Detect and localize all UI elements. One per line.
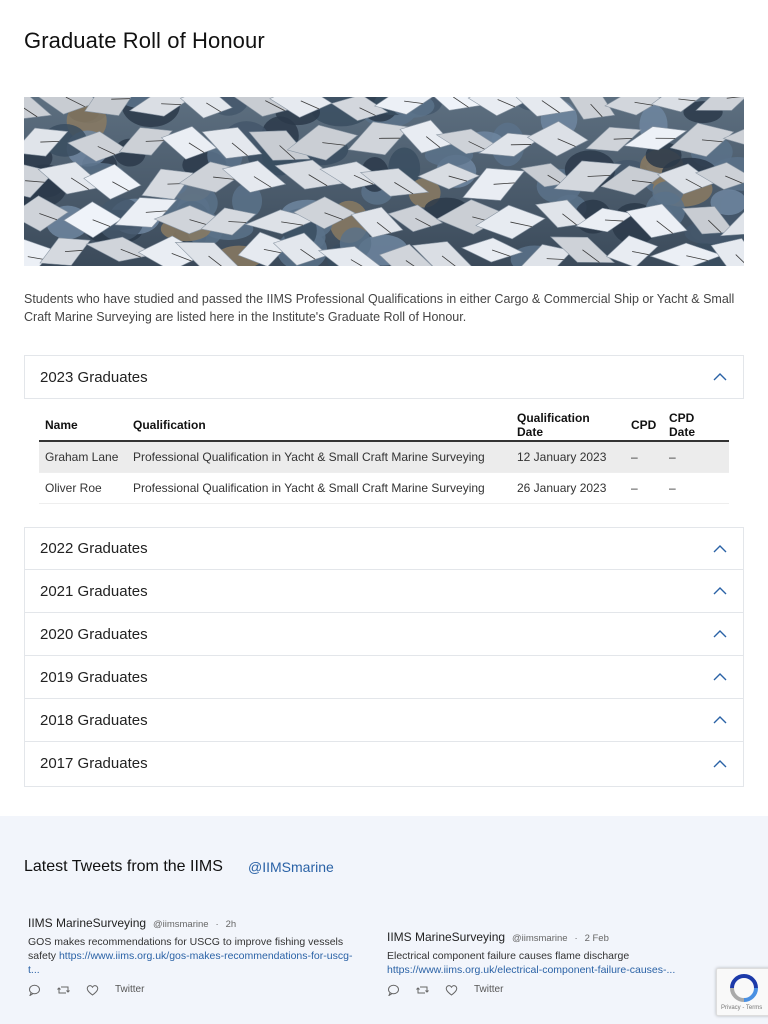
tweet-handle: @iimsmarine [152, 919, 209, 930]
table-row [39, 441, 729, 472]
accordion-header-2023[interactable] [25, 356, 743, 398]
accordion-header-2019[interactable] [25, 656, 743, 699]
column-header-cpd: CPD [625, 410, 663, 441]
retweet-icon[interactable] [57, 984, 70, 996]
tweet-source[interactable]: Twitter [474, 984, 504, 995]
tweet-body: Electrical component failure causes flame discharge [387, 950, 630, 962]
tweet-card [28, 916, 358, 997]
chevron-up-icon [713, 544, 727, 554]
accordion-title: 2017 Graduates [40, 755, 148, 772]
cell-qualification-date: 12 January 2023 [511, 441, 625, 472]
chevron-up-icon [713, 372, 727, 382]
accordion-header-2017[interactable] [25, 742, 743, 785]
recaptcha-links[interactable]: Privacy - Terms [721, 1005, 763, 1011]
chevron-up-icon [713, 672, 727, 682]
tweet-time[interactable]: 2 Feb [584, 933, 609, 944]
accordion-group-older-years [24, 527, 744, 787]
cell-qualification: Professional Qualification in Yacht & Small Craft Marine Surveying [127, 472, 511, 503]
tweet-dot: · [574, 933, 578, 944]
tweet-dot: · [215, 919, 219, 930]
tweet-text [387, 949, 687, 977]
tweet-actions [28, 983, 358, 997]
cell-cpd-date: – [663, 472, 729, 503]
retweet-icon[interactable] [416, 984, 429, 996]
hero-image-graduation-caps [24, 97, 744, 266]
tweet-handle: @iimsmarine [511, 933, 568, 944]
tweet-text [28, 935, 358, 977]
accordion-title: 2020 Graduates [40, 625, 148, 643]
graduates-table-2023 [39, 410, 729, 504]
cell-cpd: – [625, 472, 663, 503]
table-row [39, 472, 729, 503]
accordion-title: 2022 Graduates [40, 540, 148, 557]
recaptcha-badge[interactable] [716, 968, 768, 1016]
tweet-author[interactable]: IIMS MarineSurveying [28, 916, 147, 930]
accordion-header-2022[interactable] [25, 528, 743, 570]
accordion-header-2021[interactable] [25, 570, 743, 613]
cell-name: Oliver Roe [39, 472, 127, 503]
chevron-up-icon [713, 586, 727, 596]
tweets-title: Latest Tweets from the IIMS [24, 858, 223, 875]
page-title: Graduate Roll of Honour [24, 28, 265, 53]
reply-icon[interactable] [387, 984, 400, 996]
tweet-link[interactable]: https://www.iims.org.uk/gos-makes-recommendations-for-uscg-t... [28, 950, 353, 976]
cell-cpd-date: – [663, 441, 729, 472]
column-header-qualification-date: Qualification Date [511, 410, 625, 441]
recaptcha-icon [729, 973, 759, 1003]
column-header-cpd-date: CPD Date [663, 410, 729, 441]
cell-qualification-date: 26 January 2023 [511, 472, 625, 503]
tweet-source[interactable]: Twitter [115, 984, 145, 995]
accordion-title: 2019 Graduates [40, 668, 148, 686]
accordion-title: 2021 Graduates [40, 582, 148, 600]
tweet-card [387, 930, 687, 997]
cell-cpd: – [625, 441, 663, 472]
table-header-row [39, 410, 729, 441]
accordion-header-2018[interactable] [25, 699, 743, 742]
accordion-title: 2023 Graduates [40, 368, 148, 386]
latest-tweets-section [0, 816, 768, 1024]
tweet-body: GOS makes recommendations for USCG to improve fishing vessels safety [28, 936, 344, 962]
chevron-up-icon [713, 759, 727, 769]
intro-text: Students who have studied and passed the IIMS Professional Qualifications in either Cargo & Commercial Ship or Yacht & Small Craft Marine Surveying are listed here in the Institute's Graduate Roll of Honour. [24, 292, 735, 324]
cell-name: Graham Lane [39, 441, 127, 472]
chevron-up-icon [713, 715, 727, 725]
reply-icon[interactable] [28, 984, 41, 996]
accordion-title: 2018 Graduates [40, 711, 148, 729]
tweet-actions [387, 983, 687, 997]
column-header-qualification: Qualification [127, 410, 511, 441]
column-header-name: Name [39, 410, 127, 441]
tweet-link[interactable]: https://www.iims.org.uk/electrical-component-failure-causes-... [387, 964, 676, 976]
tweet-author[interactable]: IIMS MarineSurveying [387, 930, 506, 944]
like-heart-icon[interactable] [86, 984, 99, 996]
chevron-up-icon [713, 629, 727, 639]
cell-qualification: Professional Qualification in Yacht & Small Craft Marine Surveying [127, 441, 511, 472]
twitter-handle-link[interactable]: @IIMSmarine [248, 859, 334, 875]
accordion-header-2020[interactable] [25, 613, 743, 656]
tweet-time[interactable]: 2h [225, 919, 237, 930]
accordion-2023 [24, 355, 744, 399]
like-heart-icon[interactable] [445, 984, 458, 996]
